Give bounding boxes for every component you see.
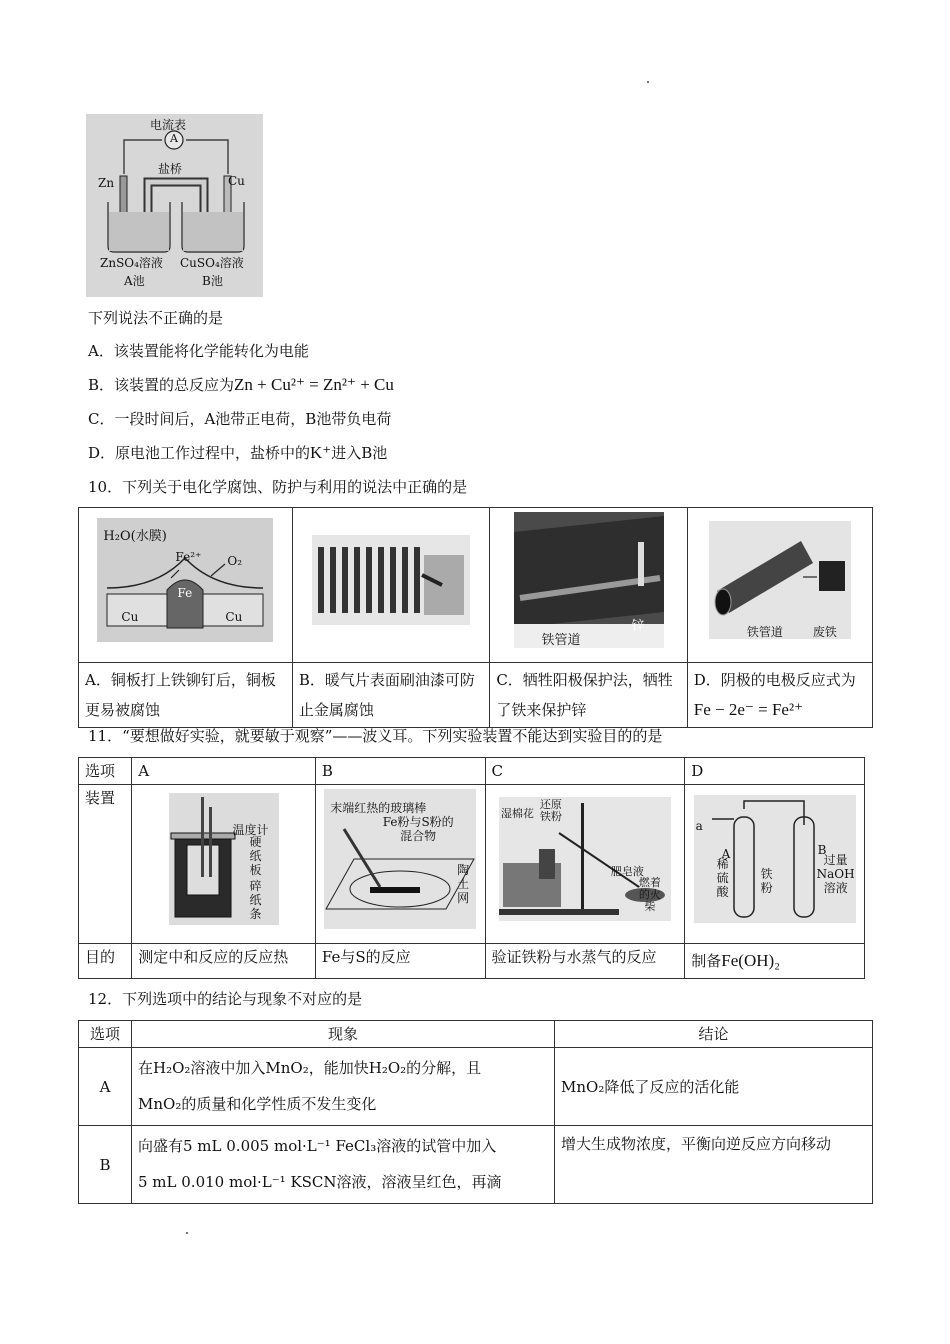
wet-cotton-label: 湿棉花: [500, 807, 534, 820]
cardboard-label: 硬纸板: [249, 835, 262, 877]
q12-row-b-phen-line1: 向盛有5 mL 0.005 mol·L⁻¹ FeCl₃溶液的试管中加入: [138, 1137, 497, 1155]
ammeter-symbol: A: [170, 132, 178, 145]
dilute-acid-label: 稀硫酸: [716, 857, 729, 899]
q11-stem: 11．“要想做好实验，就要敏于观察”——波义耳。下列实验装置不能达到实验目的的是: [88, 727, 663, 745]
glass-rod-label: 末端红热的玻璃棒: [330, 801, 427, 815]
soap-solution-label: 肥皂液: [610, 865, 644, 878]
q11-fig-d-cell: [685, 785, 865, 944]
inlet-a-label: a: [695, 819, 703, 833]
fe-rivet-label: Fe: [177, 586, 193, 600]
q9-stem: 下列说法不正确的是: [88, 309, 224, 327]
q12-header-phenomenon: 现象: [132, 1021, 555, 1048]
q11-header-option: 选项: [79, 758, 132, 785]
left-pool-label: A池: [124, 274, 145, 288]
q10-table: [78, 507, 873, 728]
q11-col-b: B: [315, 758, 485, 785]
q10-fig-d-cell: [687, 508, 872, 663]
q11-purpose-d-prefix: 制备: [691, 952, 722, 970]
q12-header-conclusion: 结论: [555, 1021, 873, 1048]
zinc-label: 锌: [631, 619, 645, 634]
right-pool-label: B池: [202, 274, 223, 288]
q12-row-a-conclusion: MnO₂降低了反应的活化能: [555, 1048, 873, 1126]
q11-col-c: C: [485, 758, 685, 785]
q12-row-a-option: A: [79, 1048, 132, 1126]
burning-match-label: 燃着的火柴: [638, 876, 661, 913]
q12-row-a-phen-line1: 在H₂O₂溶液中加入MnO₂，能加快H₂O₂的分解，且: [138, 1059, 482, 1077]
q11-fig-b-cell: [315, 785, 485, 944]
q11-fig-a-cell: [132, 785, 316, 944]
q9-option-d-prefix: D．原电池工作过程中，盐桥中的: [88, 444, 311, 462]
radiator-paint-figure: [312, 535, 470, 625]
scrap-iron-label: 废铁: [812, 625, 837, 639]
galvanic-cell-figure: [86, 114, 263, 297]
q10-stem: 10．下列关于电化学腐蚀、防护与利用的说法中正确的是: [88, 478, 468, 496]
q12-row-b-phenomenon: [132, 1126, 555, 1204]
salt-bridge-label: 盐桥: [158, 162, 183, 176]
q10-option-a: A．铜板打上铁铆钉后，铜板更易被腐蚀: [79, 663, 293, 728]
fe2-label: Fe²⁺: [175, 550, 202, 564]
q12-table: [78, 1020, 873, 1204]
cathodic-protection-figure: [709, 521, 851, 639]
q9-option-d-ion: K⁺: [310, 443, 332, 462]
iron-steam-figure: [499, 797, 671, 921]
q9-option-b-equation: Zn + Cu²⁺ = Zn²⁺ + Cu: [234, 375, 394, 394]
gauze-label: 陶土网: [457, 863, 470, 905]
q11-table: [78, 757, 865, 979]
naoh-solution-label: 过量NaOH溶液: [816, 853, 855, 895]
q9-option-b-prefix: B．该装置的总反应为: [88, 376, 235, 394]
fe-s-reaction-figure: [324, 789, 476, 929]
q12-row-b-option: B: [79, 1126, 132, 1204]
q11-purpose-a: 测定中和反应的反应热: [132, 944, 316, 979]
q10-fig-b-cell: [292, 508, 489, 663]
tube-a-label: A: [721, 847, 731, 861]
q11-row-device: 装置: [79, 785, 132, 944]
q9-option-c: C．一段时间后，A池带正电荷，B池带负电荷: [88, 410, 392, 428]
q10-option-d-equation: Fe − 2e⁻ = Fe²⁺: [693, 700, 804, 719]
q9-option-b: [88, 374, 394, 396]
q11-purpose-d-formula: Fe(OH)₂: [721, 951, 781, 970]
q12-row-a-phen-line2: MnO₂的质量和化学性质不发生变化: [138, 1095, 377, 1113]
ammeter-label: 电流表: [150, 118, 187, 132]
cu-left-label: Cu: [121, 610, 139, 624]
zn-label: Zn: [98, 176, 115, 190]
rivet-corrosion-figure: [97, 518, 273, 642]
q11-col-d: D: [685, 758, 865, 785]
q9-option-a: A．该装置能将化学能转化为电能: [88, 342, 309, 360]
iron-pipe-label: 铁管道: [541, 633, 581, 648]
q11-col-a: A: [132, 758, 316, 785]
tube-b-label: B: [817, 843, 827, 857]
q11-purpose-c: 验证铁粉与水蒸气的反应: [485, 944, 685, 979]
q12-row-b-phen-line2: 5 mL 0.010 mol·L⁻¹ KSCN溶液，溶液呈红色，再滴: [138, 1173, 502, 1191]
o2-label: O₂: [227, 554, 243, 568]
q10-option-b: B．暖气片表面刷油漆可防止金属腐蚀: [292, 663, 489, 728]
cu-right-label: Cu: [225, 610, 243, 624]
fe-s-mix-label: Fe粉与S粉的混合物: [382, 815, 454, 843]
water-film-label: H₂O(水膜): [103, 529, 167, 544]
left-solution-label: ZnSO₄溶液: [100, 256, 163, 270]
calorimeter-figure: [169, 793, 279, 925]
q12-header-option: 选项: [79, 1021, 132, 1048]
iron-pipe-d-label: 铁管道: [746, 625, 783, 639]
q9-option-d: [88, 442, 387, 464]
q11-purpose-d: [685, 944, 865, 979]
iron-powder-label: 铁粉: [760, 867, 773, 895]
sacrificial-anode-figure: [514, 512, 664, 648]
reduced-iron-label: 还原铁粉: [539, 798, 562, 823]
q12-row-b-conclusion: 增大生成物浓度，平衡向逆反应方向移动: [555, 1126, 873, 1204]
cu-label: Cu: [228, 174, 245, 188]
thermometer-label: 温度计: [232, 823, 269, 837]
q9-option-d-suffix: 进入B池: [331, 444, 388, 462]
q12-stem: 12．下列选项中的结论与现象不对应的是: [88, 990, 363, 1008]
q10-option-c: C．牺牲阳极保护法，牺牲了铁来保护锌: [490, 663, 687, 728]
q10-option-d: [687, 663, 872, 728]
right-solution-label: CuSO₄溶液: [180, 256, 244, 270]
fe-oh2-prep-figure: [694, 795, 856, 923]
paper-scraps-label: 碎纸条: [249, 879, 262, 921]
q11-row-purpose: 目的: [79, 944, 132, 979]
q12-row-a-phenomenon: [132, 1048, 555, 1126]
q10-fig-a-cell: [79, 508, 293, 663]
q11-fig-c-cell: [485, 785, 685, 944]
q11-purpose-b: Fe与S的反应: [315, 944, 485, 979]
q10-fig-c-cell: [490, 508, 687, 663]
q10-option-d-prefix: D．阴极的电极反应式为: [693, 671, 856, 689]
